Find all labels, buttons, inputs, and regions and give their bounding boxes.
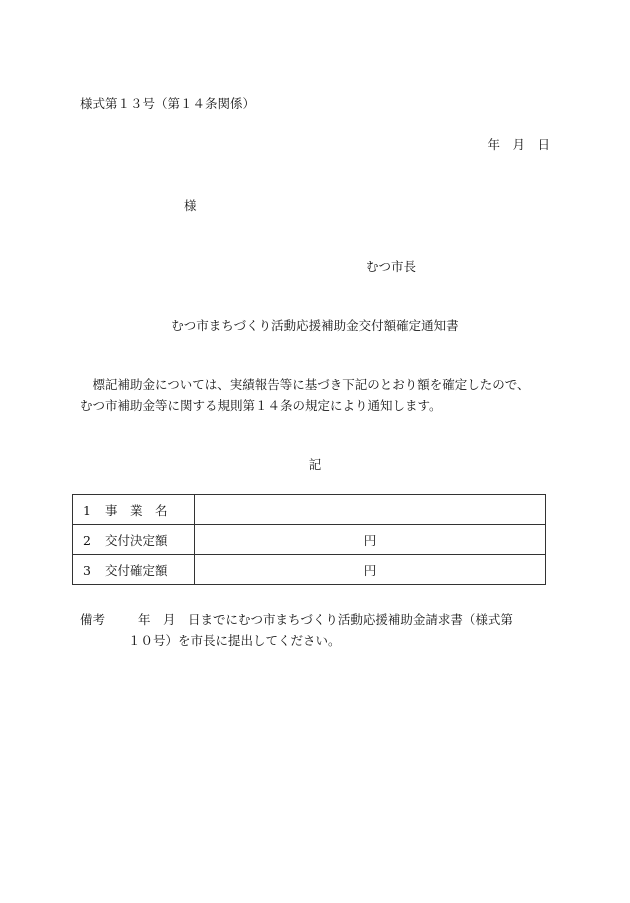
table-row — [73, 495, 546, 525]
row-value: 円 — [195, 525, 546, 555]
notes — [80, 609, 513, 651]
table-row — [73, 555, 546, 585]
addressee: 様 — [184, 198, 197, 213]
details-table — [72, 494, 546, 585]
table-row — [73, 525, 546, 555]
issuer: むつ市長 — [366, 259, 417, 274]
row-label — [73, 555, 195, 585]
form-number: 様式第１３号（第１４条関係） — [80, 96, 256, 111]
notes-text-1: 年 月 日までにむつ市まちづくり活動応援補助金請求書（様式第 — [138, 612, 513, 627]
row-number: 2 — [83, 532, 91, 548]
date-line: 年 月 日 — [487, 137, 550, 152]
ki-heading: 記 — [308, 457, 322, 472]
row-label-text: 交付決定額 — [105, 532, 168, 548]
row-number: 3 — [83, 562, 91, 578]
body-line-2: むつ市補助金等に関する規則第１４条の規定により通知します。 — [80, 398, 442, 413]
document-title: むつ市まちづくり活動応援補助金交付額確定通知書 — [171, 318, 459, 333]
row-value: 円 — [195, 555, 546, 585]
row-label-text: 事 業 名 — [105, 502, 168, 518]
notes-line-2: １０号）を市長に提出してください。 — [128, 633, 341, 648]
row-label-text: 交付確定額 — [105, 562, 168, 578]
row-value — [195, 495, 546, 525]
body-line-1: 標記補助金については、実績報告等に基づき下記のとおり額を確定したので、 — [80, 377, 530, 392]
row-label — [73, 525, 195, 555]
body-text — [80, 374, 560, 416]
notes-head: 備考 — [80, 612, 106, 627]
row-number: 1 — [83, 502, 91, 518]
notes-line-1 — [80, 609, 513, 630]
row-label — [73, 495, 195, 525]
